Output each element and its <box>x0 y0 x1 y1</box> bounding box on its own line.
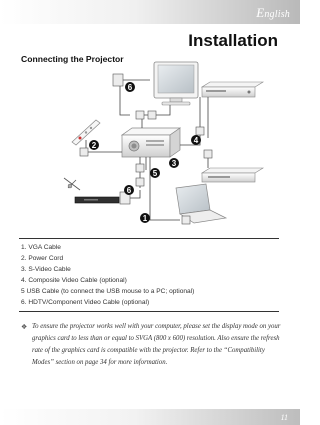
legend-item: 6. HDTV/Component Video Cable (optional) <box>21 299 150 307</box>
marker-5 <box>150 168 160 178</box>
svg-text:6: 6 <box>126 186 132 195</box>
marker-2 <box>89 140 99 150</box>
svg-text:4: 4 <box>193 136 199 145</box>
legend-item: 5 USB Cable (to connect the USB mouse to a PC; optional) <box>21 288 195 296</box>
marker-3 <box>169 158 179 168</box>
legend-item: 1. VGA Cable <box>21 244 61 251</box>
legend-item: 2. Power Cord <box>21 255 64 263</box>
marker-1 <box>140 213 150 223</box>
projector-icon <box>122 128 180 157</box>
page-title: Installation <box>188 31 278 50</box>
legend-item: 3. S-Video Cable <box>21 266 71 274</box>
resolution-note <box>21 321 283 369</box>
marker-6-bottom <box>124 185 134 195</box>
footer-band <box>0 409 300 425</box>
note-text: To ensure the projector works well with your computer, please set the display mode on your graphics card to less than or equal to SVGA (800 x 600) resolution. Also ensure the refresh rate of the graphics card is compatible with the projector. Refer to the “Compatibility Modes” section on page 34 for more information. <box>32 323 281 366</box>
svg-text:3: 3 <box>171 159 177 168</box>
hdtv-receiver-icon <box>64 178 119 203</box>
marker-6-top <box>125 82 135 92</box>
diamond-bullet-icon: ❖ <box>21 323 28 331</box>
dvd-player-icon <box>202 82 263 97</box>
section-title: Connecting the Projector <box>21 54 124 64</box>
legend-item: 4. Composite Video Cable (optional) <box>21 277 127 285</box>
header-band <box>0 0 300 24</box>
svg-text:2: 2 <box>91 141 97 150</box>
svg-text:6: 6 <box>127 83 133 92</box>
monitor-icon <box>154 62 198 105</box>
marker-4 <box>191 135 201 145</box>
svg-text:5: 5 <box>152 169 158 178</box>
svg-text:1: 1 <box>142 214 148 223</box>
connection-diagram <box>50 60 275 235</box>
language-label: English <box>256 5 290 20</box>
cable-legend <box>19 238 279 312</box>
vcr-icon <box>202 168 263 182</box>
page-number: 11 <box>280 413 288 422</box>
